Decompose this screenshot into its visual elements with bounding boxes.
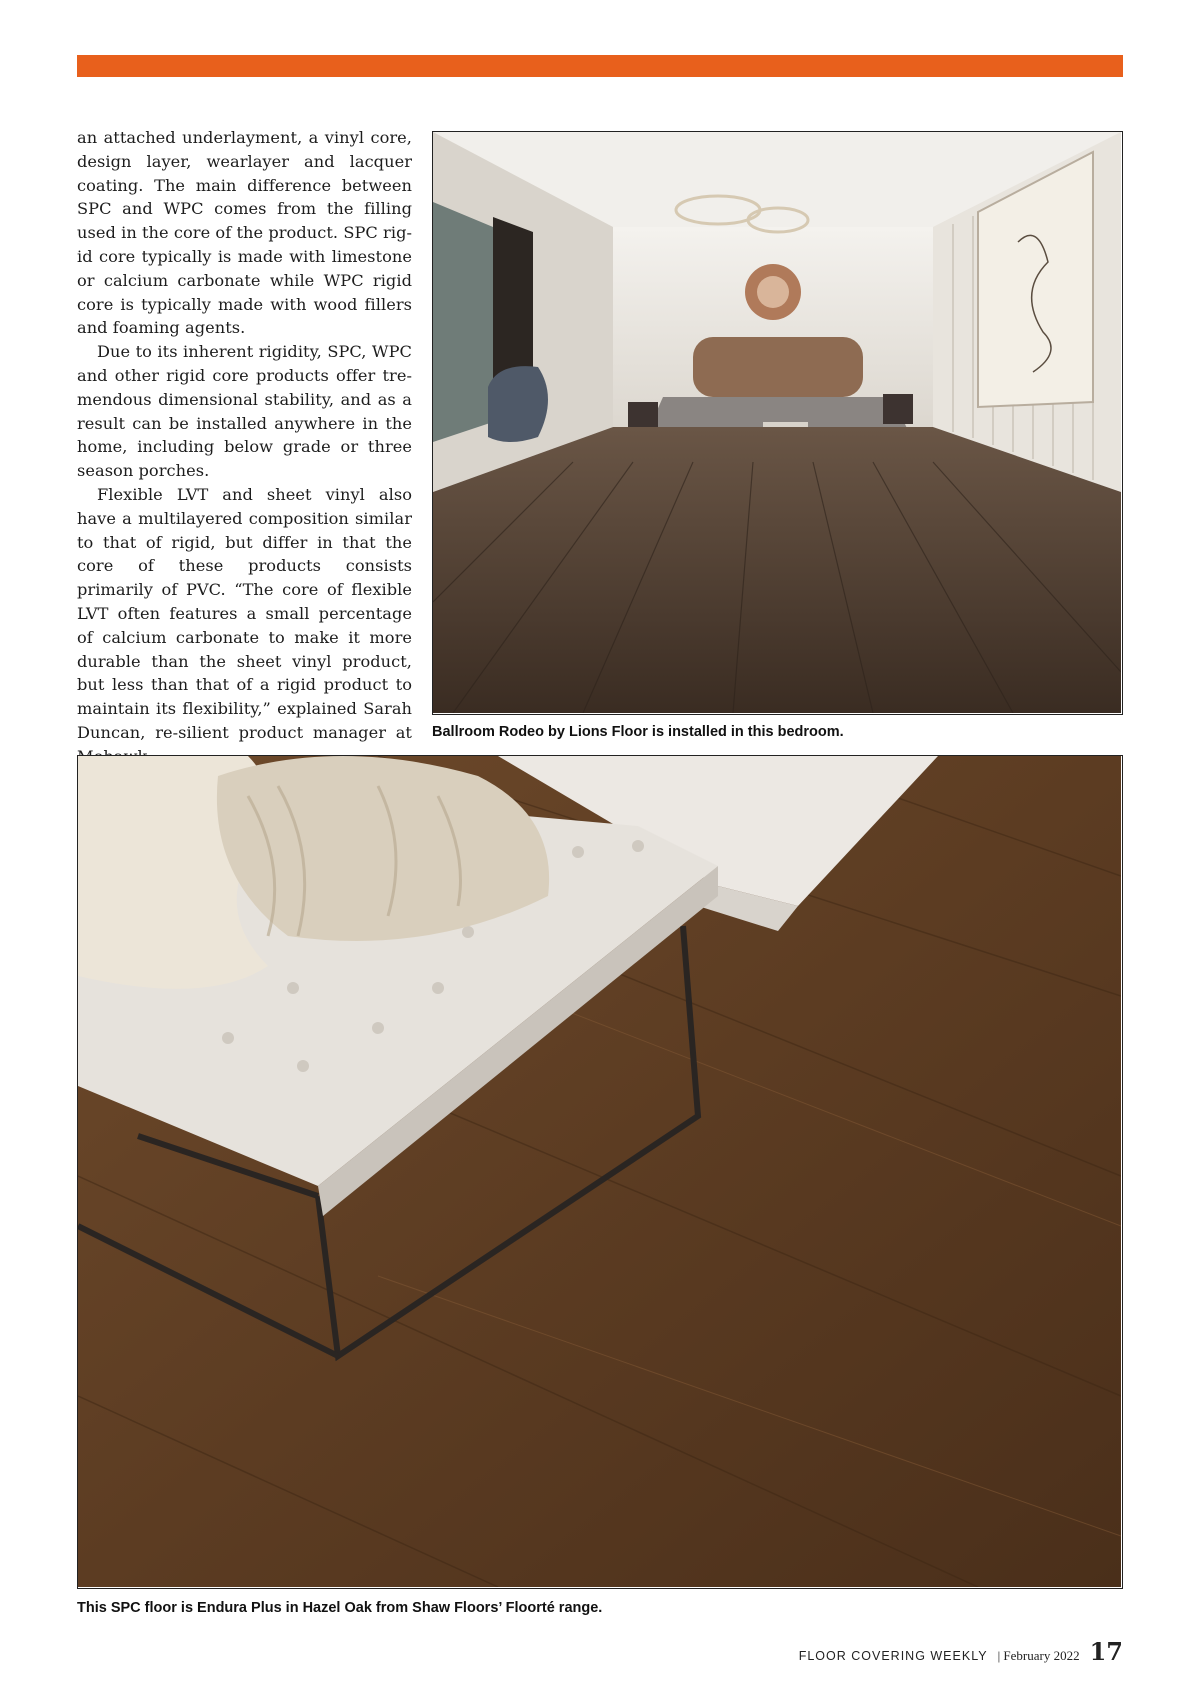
bedroom-photo-caption: Ballroom Rodeo by Lions Floor is installed in this bedroom. — [432, 724, 844, 740]
bedroom-photo — [432, 131, 1123, 715]
issue-date: | February 2022 — [997, 1648, 1080, 1663]
page-number: 17 — [1089, 1637, 1123, 1666]
bench-photo-caption: This SPC floor is Endura Plus in Hazel Oak from Shaw Floors’ Floorté range. — [77, 1600, 603, 1616]
header-accent-bar — [77, 55, 1123, 77]
article-column — [77, 126, 412, 769]
bench-illustration — [78, 756, 1121, 1587]
article-paragraph-1: an attached underlayment, a vinyl core, design layer, wearlayer and lacquer coating. The main difference between SPC and WPC comes from the filling used in the core of the product. SPC rig-id core typically is made with limestone or calcium carbonate while WPC rigid core is typically made with wood fillers and foaming agents. — [77, 128, 412, 338]
page-footer — [799, 1637, 1123, 1666]
article-paragraph-3: Flexible LVT and sheet vinyl also have a multilayered composition similar to that of rigid, but differ in that the core of these products consists primarily of PVC. “The core of flexible LVT often features a small percentage of calcium carbonate to make it more durable than the sheet vinyl product, but less than that of a rigid product to maintain its flexibility,” explained Sarah Duncan, re-silient product manager at — [77, 484, 412, 742]
publication-name: FLOOR COVERING WEEKLY — [798, 1649, 988, 1663]
bedroom-illustration — [433, 132, 1121, 713]
bench-photo — [77, 755, 1123, 1589]
article-paragraph-2: Due to its inherent rigidity, SPC, WPC and other rigid core products offer tre-mendous dimensional stability, and as a result can be installed anywhere in the home, including below grade or three season porches. — [77, 342, 412, 481]
